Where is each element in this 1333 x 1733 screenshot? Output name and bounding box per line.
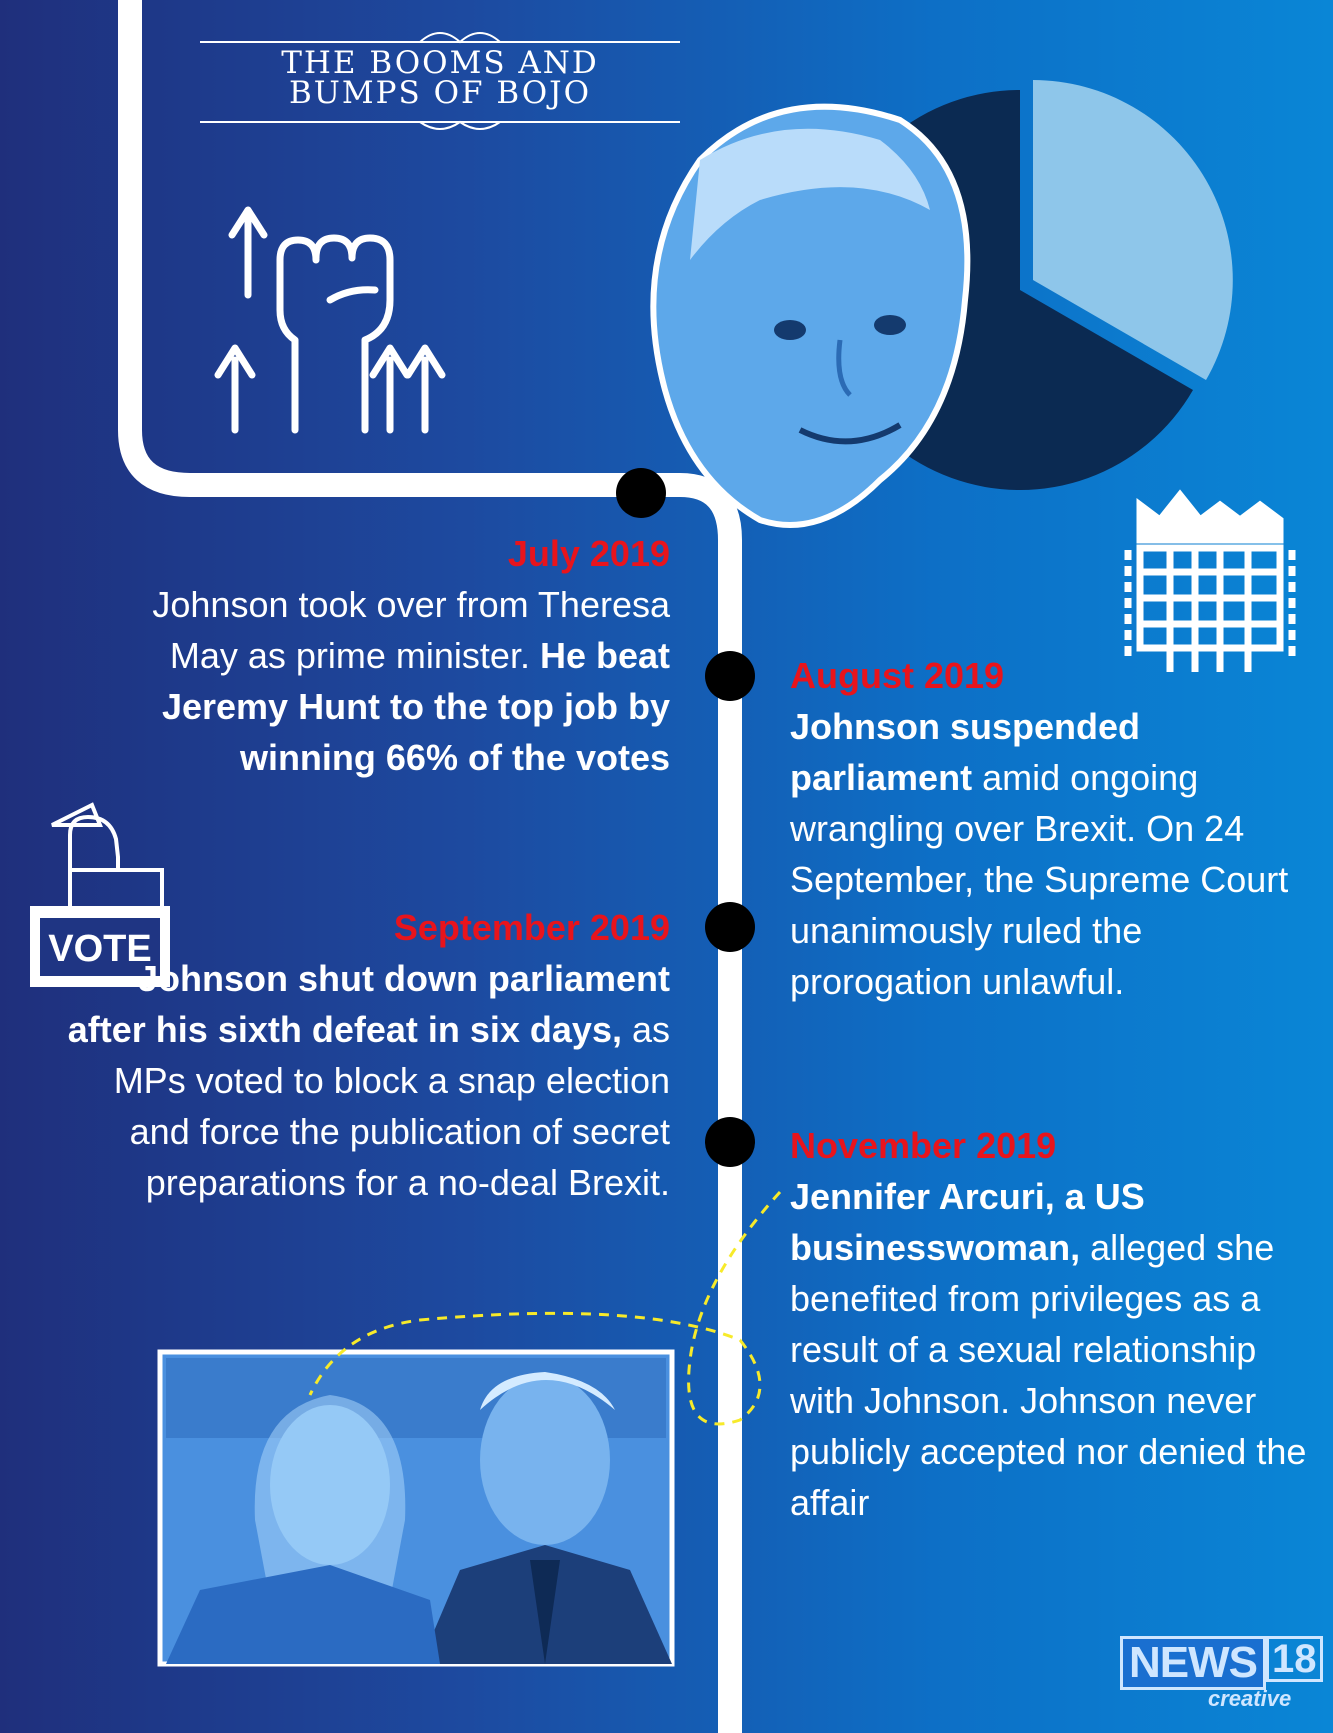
title-line-1: THE BOOMS AND (281, 45, 599, 81)
event-text-bold: Johnson suspended parliament (790, 706, 1141, 798)
event-date: November 2019 (790, 1125, 1057, 1166)
event-text-tail: alleged she benefited from privileges as a result of a sexual relationship with Johnson. Johnson never publicly accepted nor denied the affair (790, 1227, 1307, 1523)
event-date: September 2019 (393, 907, 670, 948)
event-text-bold: Jennifer Arcuri, a US businesswoman, (790, 1176, 1145, 1268)
event-date: July 2019 (507, 533, 670, 574)
logo-number: 18 (1266, 1636, 1323, 1682)
timeline-dot-july (616, 468, 666, 518)
event-text: Johnson took over from Theresa May as prime minister. (152, 584, 670, 676)
news18-logo (1120, 1636, 1323, 1711)
event-november (790, 1120, 1310, 1528)
event-date: August 2019 (790, 655, 1005, 696)
infographic-title (200, 45, 680, 111)
portcullis-icon (1128, 495, 1292, 672)
logo-sub: creative (1208, 1686, 1292, 1711)
timeline-dot-august (705, 651, 755, 701)
photo-couple-icon (160, 1352, 672, 1664)
event-text-tail: amid ongoing wrangling over Brexit. On 24 September, the Supreme Court unanimously ruled the prorogation unlawful. (790, 757, 1289, 1002)
timeline-dot-november (705, 1117, 755, 1167)
title-line-2: BUMPS OF BOJO (289, 75, 591, 111)
event-july (140, 528, 670, 783)
event-text-tail: as MPs voted to block a snap election and force the publication of secret preparations for a no-deal Brexit. (113, 1009, 670, 1203)
event-text-bold: He beat Jeremy Hunt to the top job by winning 66% of the votes (161, 635, 670, 778)
event-august (790, 650, 1290, 1007)
timeline-dot-september (705, 902, 755, 952)
event-text-bold: Johnson shut down parliament after his sixth defeat in six days, (67, 958, 670, 1050)
logo-word: NEWS (1120, 1636, 1266, 1690)
fist-arrows-icon (218, 210, 442, 430)
ballot-vote-label: VOTE (48, 928, 152, 970)
